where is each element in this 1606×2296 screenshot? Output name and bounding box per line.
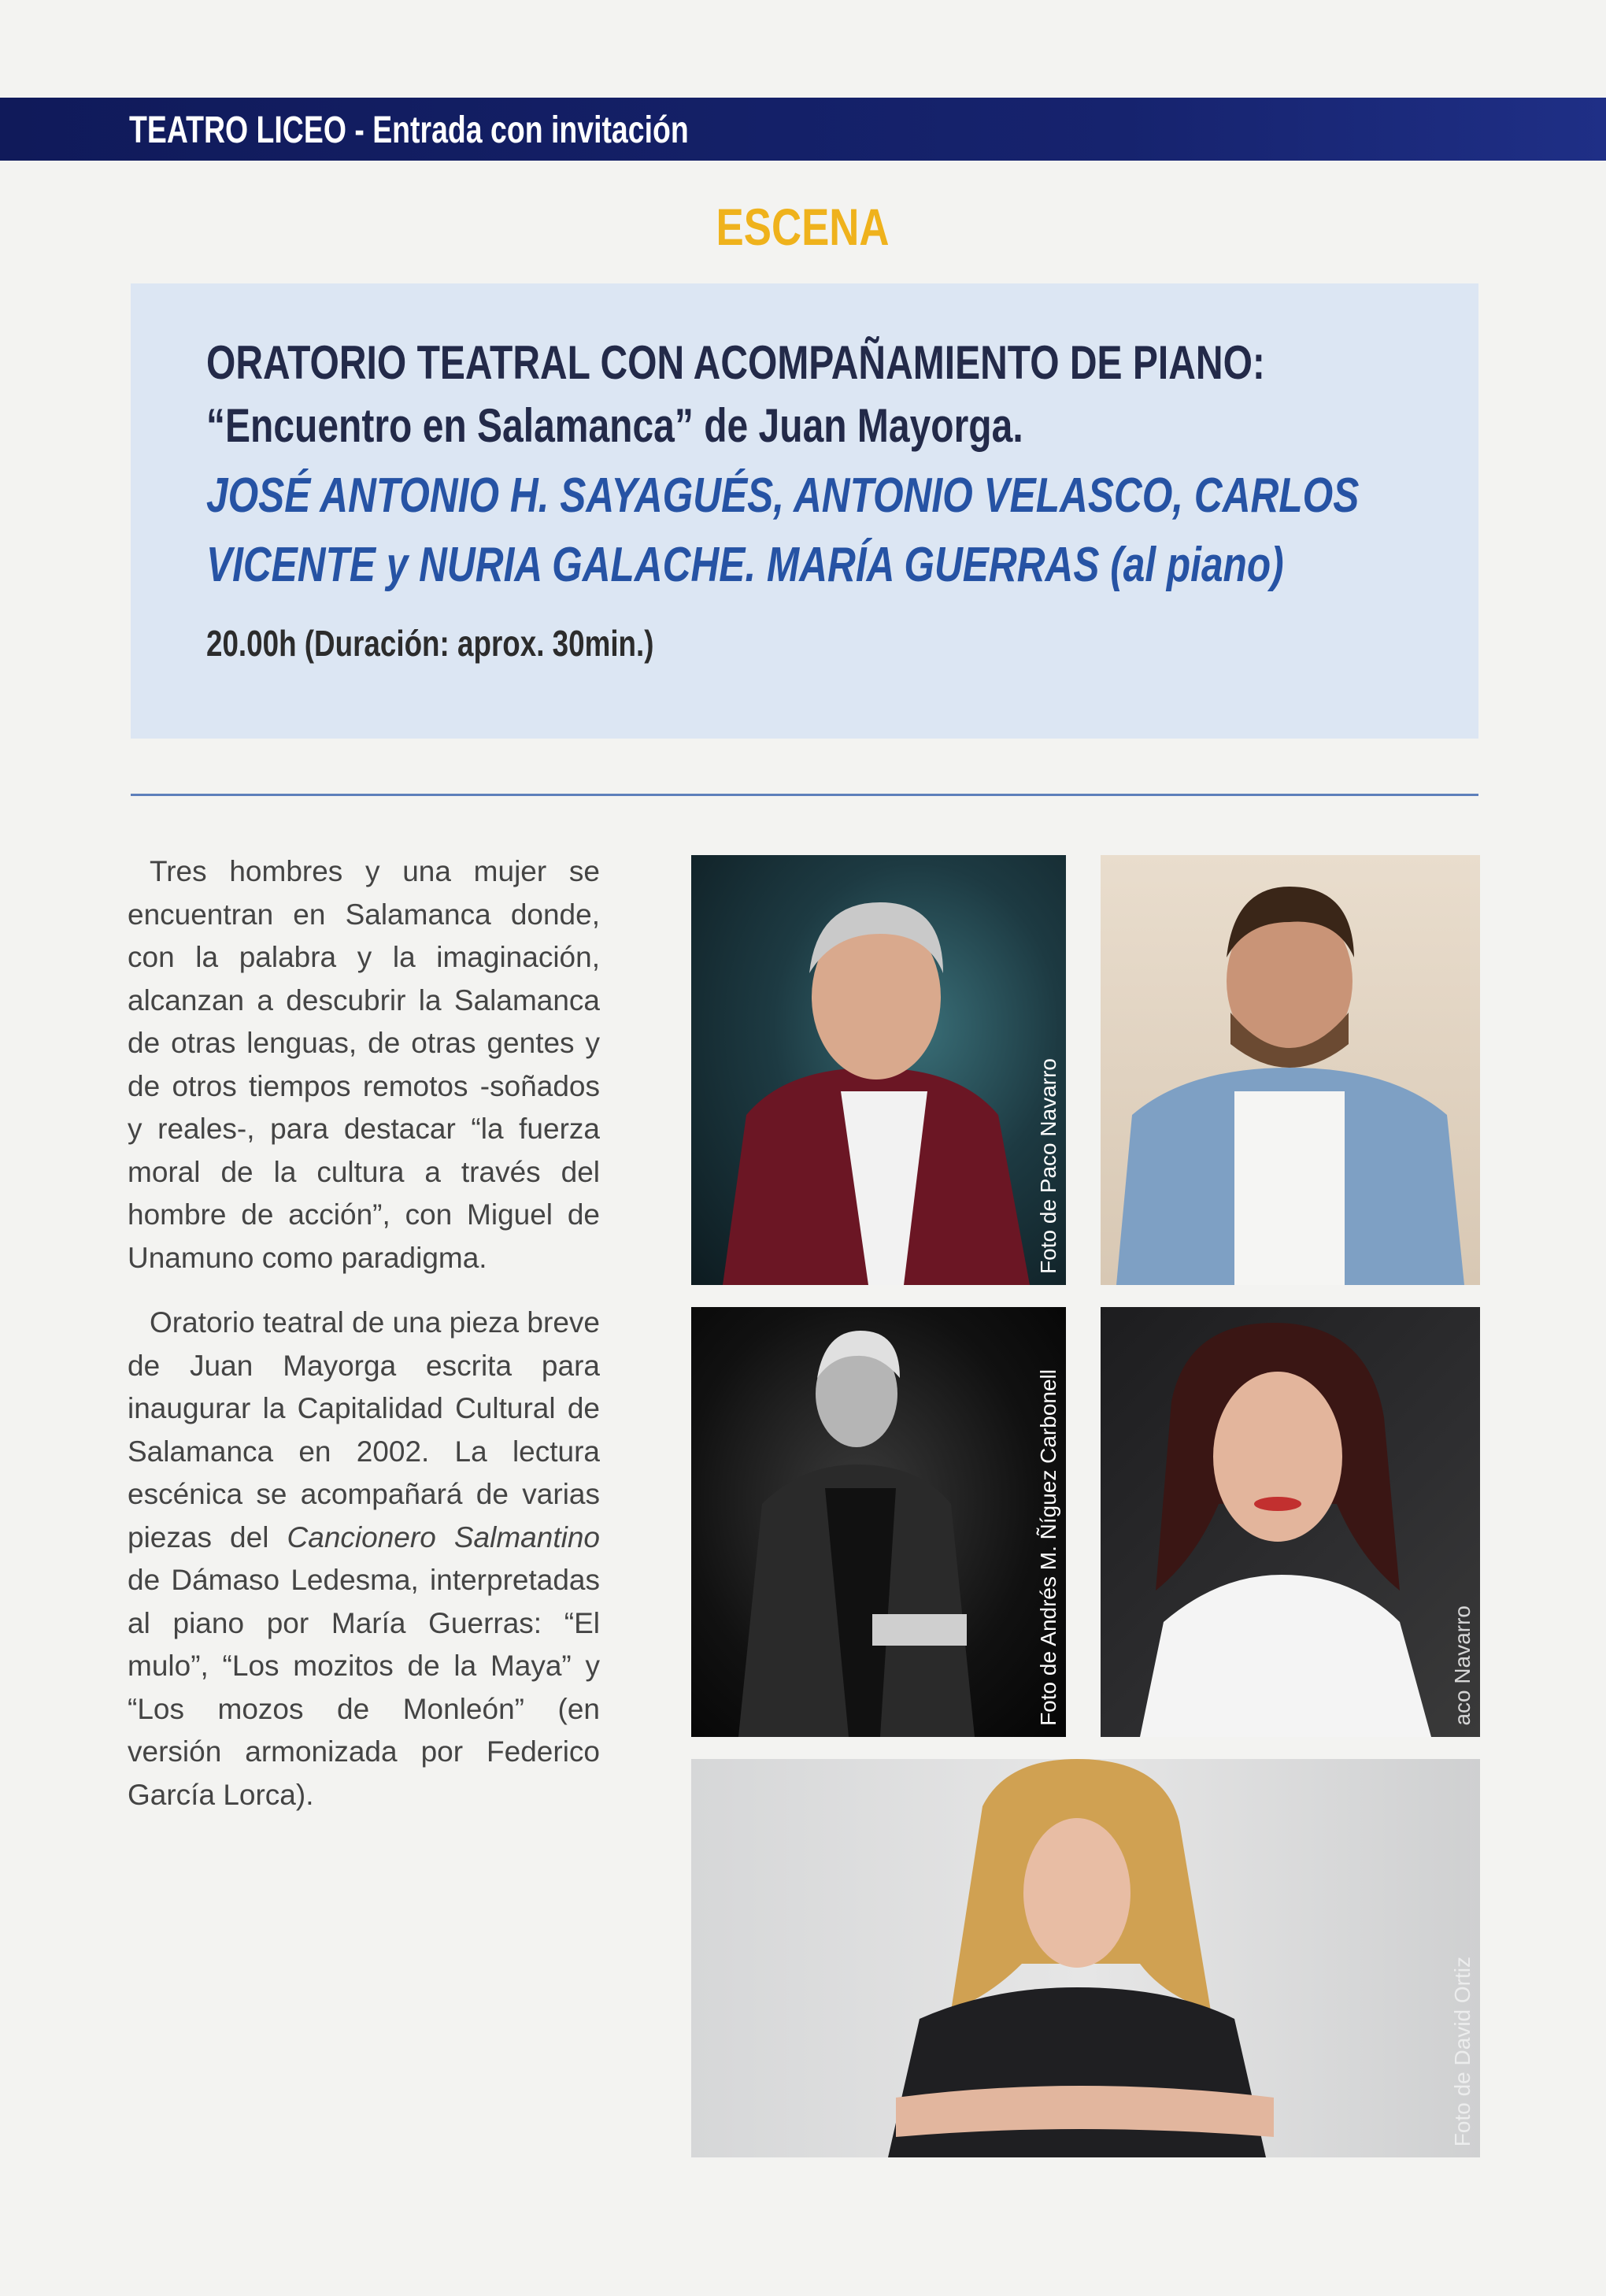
photo-credit-1: Foto de Paco Navarro	[1036, 1058, 1060, 1274]
event-info-box	[131, 283, 1478, 739]
venue-banner-text: TEATRO LICEO - Entrada con invitación	[129, 109, 689, 151]
photo-credit-4: aco Navarro	[1450, 1605, 1475, 1726]
songbook-title: Cancionero Salmantino	[287, 1520, 600, 1554]
portrait-man-seated-reading	[691, 1307, 1066, 1737]
photo-actress	[1101, 1307, 1480, 1737]
event-description	[128, 850, 600, 1839]
section-title: ESCENA	[716, 198, 890, 256]
event-cast: JOSÉ ANTONIO H. SAYAGUÉS, ANTONIO VELASCO, CARLOS VICENTE y NURIA GALACHE. MARÍA GUERRAS (al piano)	[206, 468, 1360, 592]
event-title: ORATORIO TEATRAL CON ACOMPAÑAMIENTO DE PIANO:	[206, 336, 1265, 389]
photo-actor-1	[691, 855, 1066, 1285]
photo-actor-2	[1101, 855, 1480, 1285]
photo-actor-3	[691, 1307, 1066, 1737]
description-paragraph-2: Oratorio teatral de una pieza breve de Juan Mayorga escrita para inaugurar la Capitalidad Cultural de Salamanca en 2002. La lectura escénica se acompañará de varias piezas del Cancionero Salmantino de Dámaso Ledesma, interpretadas al piano por María Guerras: “El mulo”, “Los mozitos de la Maya” y “Los mozos de Monleón” (en versión armonizada por Federico García Lorca).	[128, 1306, 600, 1811]
description-paragraph-1: Tres hombres y una mujer se encuentran en Salamanca donde, con la palabra y la imaginación, alcanzan a descubrir la Salamanca de otras lenguas, de otras gentes y de otros tiempos remotos -soñados y reales-, para destacar “la fuerza moral de la cultura a través del hombre de acción”, con Miguel de Unamuno como paradigma.	[128, 855, 600, 1274]
portrait-man-red-jacket	[691, 855, 1066, 1285]
divider	[131, 794, 1478, 796]
venue-banner	[0, 98, 1606, 161]
photo-pianist	[691, 1759, 1480, 2157]
photo-credit-3: Foto de Andrés M. Ñíguez Carbonell	[1036, 1369, 1060, 1726]
event-time: 20.00h (Duración: aprox. 30min.)	[206, 623, 654, 664]
event-subtitle: “Encuentro en Salamanca” de Juan Mayorga.	[206, 399, 1023, 452]
portrait-man-denim-shirt	[1101, 855, 1480, 1285]
portrait-woman-curly-hair	[691, 1759, 1480, 2157]
portrait-woman-white-shirt	[1101, 1307, 1480, 1737]
photo-credit-5: Foto de David Ortiz	[1450, 1956, 1475, 2146]
